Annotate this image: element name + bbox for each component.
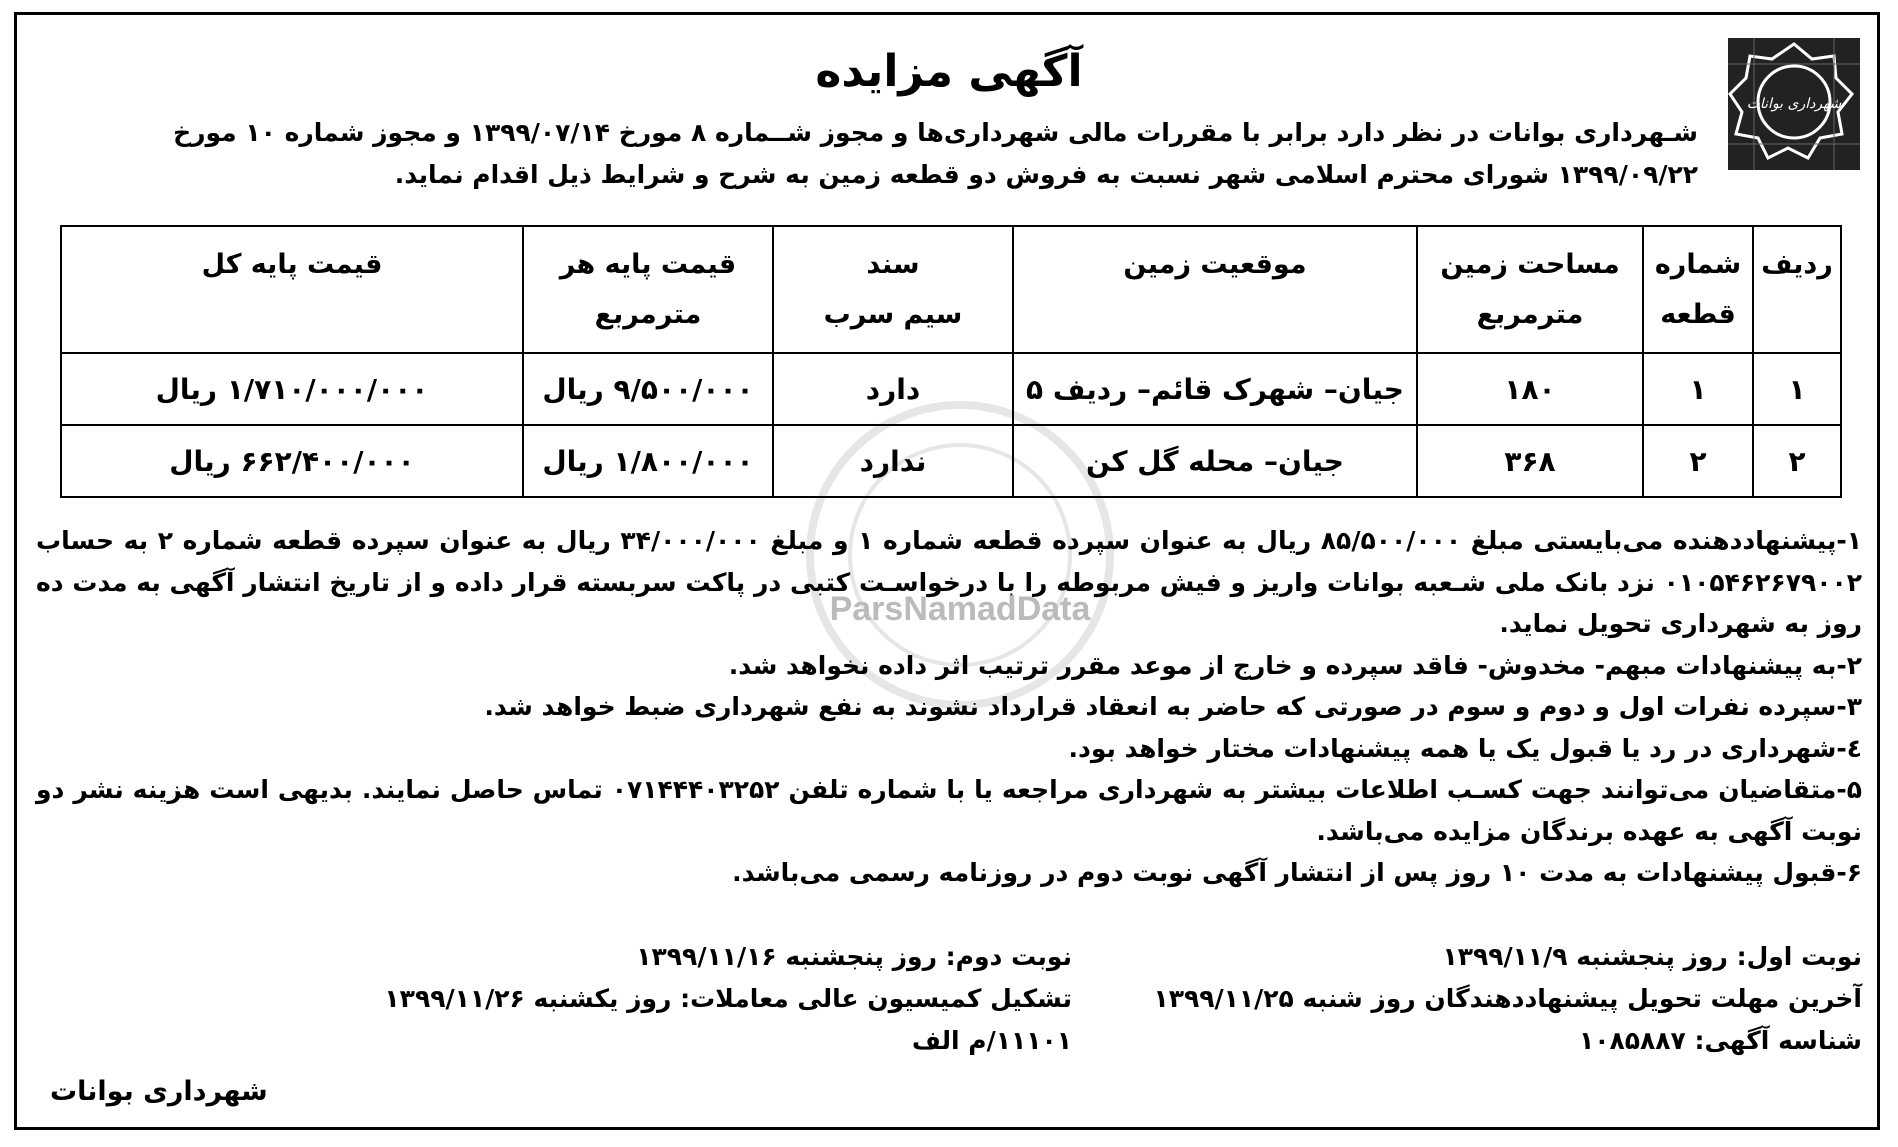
logo-text: شهرداری بوانات — [1746, 96, 1842, 112]
cell-location: جیان– محله گل کن — [1013, 425, 1417, 497]
term-5: ۵-متقاضیان می‌توانند جهت کسـب اطلاعات بیشتر به شهرداری مراجعه یا با شماره تلفن ۰۷۱۴۴۴۰۳۲۵۲ تماس حاصل نمایند. بدیهی است هزینه نشر دو نوبت آگهی به عهده برندگان مزایده می‌باشد. — [36, 775, 1863, 846]
header-unit-price: قیمت پایه هر مترمربع — [523, 226, 773, 353]
cell-row-number: ۲ — [1753, 425, 1841, 497]
term-4: ٤-شهرداری در رد یا قبول یک یا همه پیشنهادات مختار خواهد بود. — [1068, 733, 1862, 763]
table-row — [61, 425, 1841, 497]
submission-deadline: آخرین مهلت تحویل پیشنهاددهندگان روز شنبه ۱۳۹۹/۱۱/۲۵ — [1153, 984, 1862, 1013]
signature: شهرداری بوانات — [50, 1076, 268, 1107]
intro-line-1: شـهرداری بوانات در نظر دارد برابر با مقررات مالی شهرداری‌ها و مجوز شــماره ۸ مورخ ۱۳۹۹/۰۷/۱۴ و مجوز شماره ۱۰ مورخ — [173, 118, 1698, 147]
term-6: ۶-قبول پیشنهادات به مدت ۱۰ روز پس از انتشار آگهی نوبت دوم در روزنامه رسمی می‌باشد. — [732, 858, 1862, 887]
header-area: مساحت زمین مترمربع — [1417, 226, 1643, 353]
intro-paragraph — [36, 112, 1698, 196]
dates-block — [36, 936, 1862, 1062]
cell-deed: ندارد — [773, 425, 1013, 497]
dates-row-deadline — [36, 978, 1862, 1020]
cell-location: جیان– شهرک قائم– ردیف ۵ — [1013, 353, 1417, 425]
table-row — [61, 353, 1841, 425]
reference-number: ۱۱۱۰۱/م الف — [911, 1026, 1072, 1055]
cell-total-price: ۶۶۲/۴۰۰/۰۰۰ ریال — [61, 425, 523, 497]
cell-area: ۱۸۰ — [1417, 353, 1643, 425]
cell-parcel: ۲ — [1643, 425, 1753, 497]
watermark-text: ParsNamadData — [829, 590, 1091, 628]
second-publication: نوبت دوم: روز پنجشنبه ۱۳۹۹/۱۱/۱۶ — [636, 942, 1072, 971]
cell-deed: دارد — [773, 353, 1013, 425]
cell-total-price: ۱/۷۱۰/۰۰۰/۰۰۰ ریال — [61, 353, 523, 425]
dates-row-ids — [36, 1020, 1862, 1062]
cell-unit-price: ۹/۵۰۰/۰۰۰ ریال — [523, 353, 773, 425]
term-3: ۳-سپرده نفرات اول و دوم و سوم در صورتی که حاضر به انعقاد قرارداد نشوند به نفع شهرداری ضبط خواهد شد. — [484, 692, 1862, 721]
term-2: ۲-به پیشنهادات مبهم- مخدوش- فاقد سپرده و خارج از موعد مقرر ترتیب اثر داده نخواهد شد. — [728, 650, 1862, 680]
ad-id: شناسه آگهی: ۱۰۸۵۸۸۷ — [1578, 1026, 1862, 1055]
intro-line-2: ۱۳۹۹/۰۹/۲۲ شورای محترم اسلامی شهر نسبت به فروش دو قطعه زمین به شرح و شرایط ذیل اقدام نماید. — [394, 160, 1698, 189]
cell-row-number: ۱ — [1753, 353, 1841, 425]
cell-unit-price: ۱/۸۰۰/۰۰۰ ریال — [523, 425, 773, 497]
header-location: موقعیت زمین — [1013, 226, 1417, 353]
table-header-row — [61, 226, 1841, 353]
first-publication: نوبت اول: روز پنجشنبه ۱۳۹۹/۱۱/۹ — [1442, 942, 1862, 971]
header-total-price: قیمت پایه کل — [61, 226, 523, 353]
terms-list — [36, 520, 1862, 894]
cell-area: ۳۶۸ — [1417, 425, 1643, 497]
header-deed: سند سیم سرب — [773, 226, 1013, 353]
page-title: آگهی مزایده — [815, 46, 1083, 97]
dates-row-publication — [36, 936, 1862, 978]
header-row-number: ردیف — [1753, 226, 1841, 353]
commission-date: تشکیل کمیسیون عالی معاملات: روز یکشنبه ۱۳۹۹/۱۱/۲۶ — [384, 984, 1072, 1013]
cell-parcel: ۱ — [1643, 353, 1753, 425]
parcels-table — [60, 225, 1842, 498]
header-parcel-number: شماره قطعه — [1643, 226, 1753, 353]
term-1: ۱-پیشنهاددهنده می‌بایستی مبلغ ۸۵/۵۰۰/۰۰۰ ریال به عنوان سپرده قطعه شماره ۱ و مبلغ ۳۴/۰۰۰/۰۰۰ ریال به عنوان سپرده قطعه شماره ۲ به حساب ۰۱۰۵۴۶۲۶۷۹۰۰۲ نزد بانک ملی شـعبه بوانات واریز و فیش مربوطه را با درخواسـت کتبی در پاکت سربسته قرار داده و از تاریخ انتشار آگهی به مدت ده روز به شهرداری تحویل نماید. — [36, 526, 1862, 638]
